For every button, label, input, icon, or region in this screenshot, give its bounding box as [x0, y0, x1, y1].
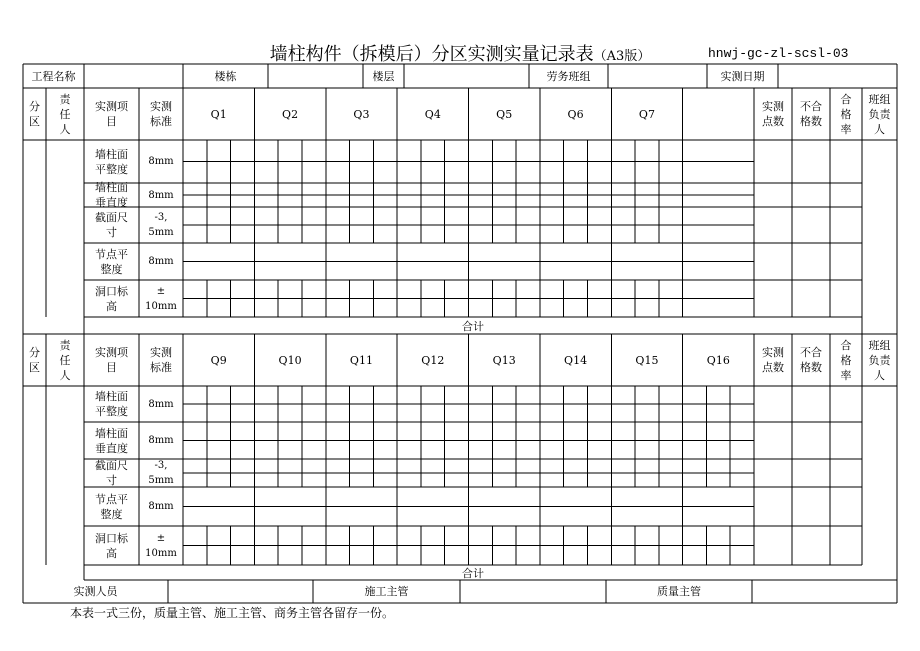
section0-total-label: 合计 [462, 319, 484, 333]
q-header-q16: Q16 [706, 353, 730, 367]
section0-standard-4: ± 10mm [145, 285, 177, 312]
q-header-q15: Q15 [635, 353, 659, 367]
q-header-q2: Q2 [282, 107, 299, 121]
labor-team-label: 劳务班组 [546, 70, 591, 83]
section1-standard-3: 8mm [148, 501, 174, 512]
section1-item-1: 墙柱面 垂直度 [95, 426, 128, 455]
building-label: 楼栋 [214, 70, 237, 83]
section1-leader-header: 班组 负责 人 [868, 338, 891, 382]
measure-date-label: 实测日期 [720, 70, 765, 83]
section1-standard-4: ± 10mm [145, 532, 177, 559]
section0-item-2: 截面尺 寸 [95, 211, 128, 239]
section1-standard-2: -3, 5mm [148, 460, 174, 486]
section1-item-0: 墙柱面 平整度 [95, 390, 128, 418]
section1-standard-1: 8mm [148, 435, 174, 446]
section0-person-header: 责 任 人 [59, 92, 71, 136]
section1-item-2: 截面尺 寸 [95, 459, 128, 487]
section1-rate-header: 合 格 率 [840, 338, 852, 382]
q-header-q6: Q6 [567, 107, 584, 121]
section1-item-4: 洞口标 高 [95, 531, 128, 560]
q-header-q5: Q5 [496, 107, 513, 121]
section0-item-1: 墙柱面 垂直度 [95, 181, 128, 209]
q-header-q7: Q7 [638, 107, 655, 121]
section0-standard-1: 8mm [148, 189, 174, 201]
q-header-q9: Q9 [210, 353, 227, 367]
section1-zone-header: 分 区 [29, 346, 40, 374]
footnote: 本表一式三份，质量主管、施工主管、商务主管各留存一份。 [70, 606, 395, 620]
construction-manager-label: 施工主管 [364, 585, 409, 598]
section1-total-label: 合计 [462, 566, 484, 580]
section0-item-header: 实测项 目 [95, 100, 128, 128]
section1-item-header: 实测项 目 [95, 346, 128, 374]
q-header-q13: Q13 [492, 353, 516, 367]
section0-standard-2: -3, 5mm [148, 212, 174, 238]
inspector-label: 实测人员 [73, 585, 118, 598]
section0-item-3: 节点平 整度 [95, 247, 128, 276]
section0-fail-header: 不合 格数 [800, 100, 822, 128]
section0-leader-header: 班组 负责 人 [868, 92, 891, 136]
form-code: hnwj-gc-zl-scsl-03 [708, 46, 849, 61]
q-header-q1: Q1 [210, 107, 227, 121]
q-header-q10: Q10 [278, 353, 302, 367]
title-suffix: （A3版） [593, 49, 651, 64]
section0-rate-header: 合 格 率 [840, 92, 852, 136]
q-header-q14: Q14 [564, 353, 588, 367]
section1-item-3: 节点平 整度 [95, 492, 128, 521]
section1-person-header: 责 任 人 [59, 338, 71, 382]
title-text: 墙柱构件（拆模后）分区实测实量记录表 [269, 44, 594, 65]
quality-manager-label: 质量主管 [657, 585, 701, 598]
section1-points-header: 实测 点数 [762, 346, 784, 374]
q-header-q11: Q11 [349, 353, 373, 367]
floor-label: 楼层 [372, 70, 395, 83]
section0-standard-header: 实测 标准 [150, 100, 172, 128]
q-header-q4: Q4 [424, 107, 441, 121]
section1-standard-0: 8mm [148, 398, 174, 410]
section0-item-4: 洞口标 高 [95, 284, 128, 313]
q-header-q12: Q12 [421, 353, 445, 367]
section0-points-header: 实测 点数 [762, 100, 784, 128]
section0-zone-header: 分 区 [29, 100, 40, 128]
section0-standard-3: 8mm [148, 256, 174, 267]
section0-item-0: 墙柱面 平整度 [95, 147, 128, 176]
project-name-label: 工程名称 [31, 70, 76, 83]
section1-fail-header: 不合 格数 [800, 346, 822, 374]
q-header-q3: Q3 [353, 107, 370, 121]
section0-standard-0: 8mm [148, 156, 174, 167]
section1-standard-header: 实测 标准 [150, 346, 172, 374]
